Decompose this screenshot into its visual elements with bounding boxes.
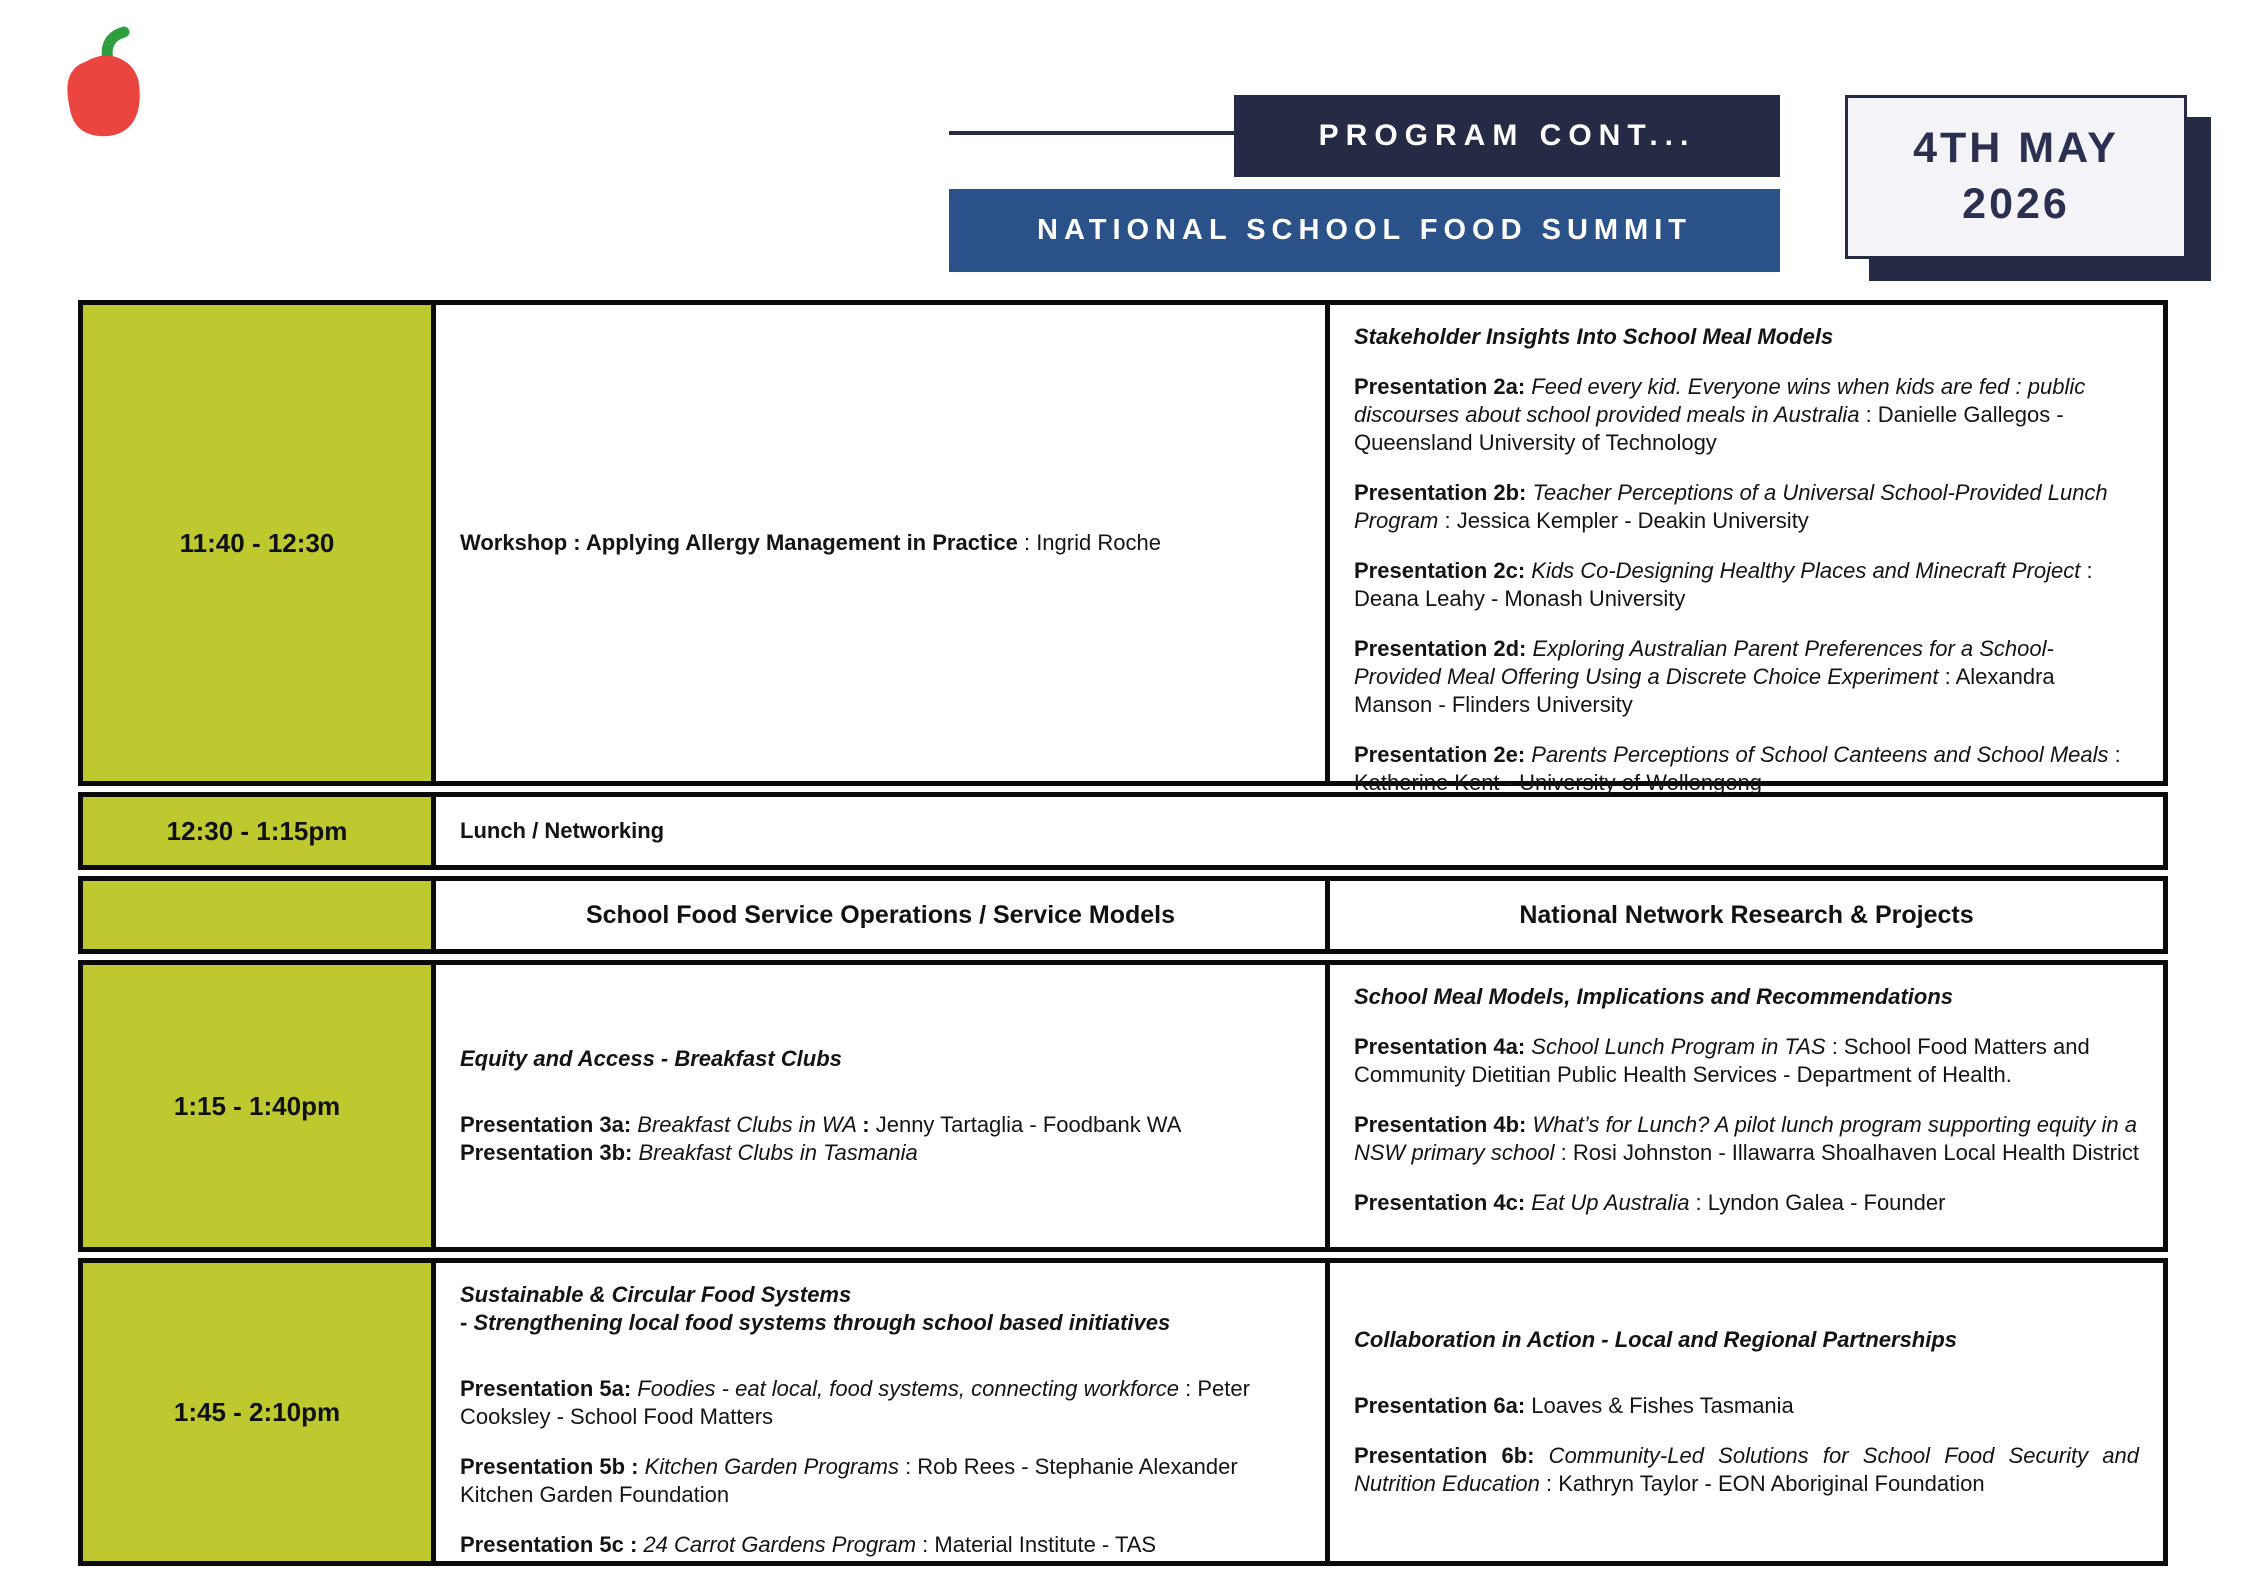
presentation-4b: Presentation 4b: What’s for Lunch? A pilot lunch program supporting equity in a NSW primary school : Rosi Johnston - Illawarra Shoalhaven Local Health District	[1354, 1112, 2139, 1165]
lunch-text: Lunch / Networking	[460, 818, 665, 843]
presentation-5b: Presentation 5b : Kitchen Garden Programs : Rob Rees - Stephanie Alexander Kitchen Garden Foundation	[460, 1454, 1238, 1507]
program-table	[78, 300, 2168, 1572]
summit-title-banner	[949, 189, 1780, 272]
presentation-2d: Presentation 2d: Exploring Australian Parent Preferences for a School-Provided Meal Offering Using a Discrete Choice Experiment : Alexandra Manson - Flinders University	[1354, 636, 2055, 717]
presentation-2e: Presentation 2e: Parents Perceptions of School Canteens and School Meals : Katherine Kent - University of Wollongong	[1354, 742, 2121, 795]
apple-body	[67, 55, 139, 136]
apple-logo-icon	[52, 26, 152, 144]
presentation-5c: Presentation 5c : 24 Carrot Gardens Program : Material Institute - TAS	[460, 1532, 1157, 1557]
presentation-5a: Presentation 5a: Foodies - eat local, food systems, connecting workforce : Peter Cooksley - School Food Matters	[460, 1376, 1250, 1429]
date-line-2: 2026	[1962, 180, 2070, 228]
time-cell-empty	[83, 881, 431, 949]
header-rule	[949, 131, 1239, 135]
session-title: Equity and Access - Breakfast Clubs	[460, 1046, 842, 1071]
table-row	[78, 1258, 2168, 1566]
time-cell: 12:30 - 1:15pm	[83, 797, 431, 865]
time-cell: 1:45 - 2:10pm	[83, 1263, 431, 1561]
presentation-3a-3b: Presentation 3a: Breakfast Clubs in WA : Jenny Tartaglia - Foodbank WA Presentation 3b: Breakfast Clubs in Tasmania	[460, 1112, 1182, 1165]
presentation-2c: Presentation 2c: Kids Co-Designing Healthy Places and Minecraft Project : Deana Leahy - Monash University	[1354, 558, 2093, 611]
time-cell: 1:15 - 1:40pm	[83, 965, 431, 1247]
time-cell: 11:40 - 12:30	[83, 305, 431, 781]
program-cont-label: PROGRAM CONT...	[1318, 119, 1696, 152]
table-row	[78, 792, 2168, 870]
presentation-4c: Presentation 4c: Eat Up Australia : Lyndon Galea - Founder	[1354, 1190, 1946, 1215]
presentation-4a: Presentation 4a: School Lunch Program in TAS : School Food Matters and Community Dietitian Public Health Services - Department of Health.	[1354, 1034, 2090, 1087]
workshop-text: Workshop : Applying Allergy Management in Practice : Ingrid Roche	[460, 530, 1161, 555]
session-title: Sustainable & Circular Food Systems - Strengthening local food systems through school based initiatives	[460, 1282, 1171, 1335]
session-title: Collaboration in Action - Local and Regional Partnerships	[1354, 1327, 1958, 1352]
track-header-left: School Food Service Operations / Service Models	[431, 881, 1325, 949]
table-row	[78, 300, 2168, 795]
track-header-right: National Network Research & Projects	[1325, 881, 2163, 949]
school-meal-models-cell	[1325, 965, 2163, 1247]
table-row	[78, 876, 2168, 954]
stakeholder-session-cell	[1325, 305, 2163, 795]
date-box	[1845, 95, 2187, 259]
presentation-2b: Presentation 2b: Teacher Perceptions of a Universal School-Provided Lunch Program : Jessica Kempler - Deakin University	[1354, 480, 2108, 533]
summit-title-label: NATIONAL SCHOOL FOOD SUMMIT	[1037, 214, 1692, 246]
breakfast-clubs-cell	[431, 965, 1325, 1247]
session-title: School Meal Models, Implications and Recommendations	[1354, 984, 1953, 1009]
presentation-6a: Presentation 6a: Loaves & Fishes Tasmania	[1354, 1393, 1794, 1418]
workshop-cell	[431, 305, 1325, 781]
sustainable-systems-cell	[431, 1263, 1325, 1561]
table-row	[78, 960, 2168, 1252]
presentation-2a: Presentation 2a: Feed every kid. Everyone wins when kids are fed : public discourses about school provided meals in Australia : Danielle Gallegos - Queensland University of Technology	[1354, 374, 2086, 455]
collaboration-cell	[1325, 1263, 2163, 1561]
session-title: Stakeholder Insights Into School Meal Models	[1354, 324, 1834, 349]
date-line-1: 4TH MAY	[1913, 124, 2119, 173]
lunch-cell	[431, 797, 2163, 865]
program-cont-banner	[1234, 95, 1780, 177]
presentation-6b: Presentation 6b: Community-Led Solutions for School Food Security and Nutrition Education : Kathryn Taylor - EON Aboriginal Foundation	[1354, 1443, 2139, 1496]
